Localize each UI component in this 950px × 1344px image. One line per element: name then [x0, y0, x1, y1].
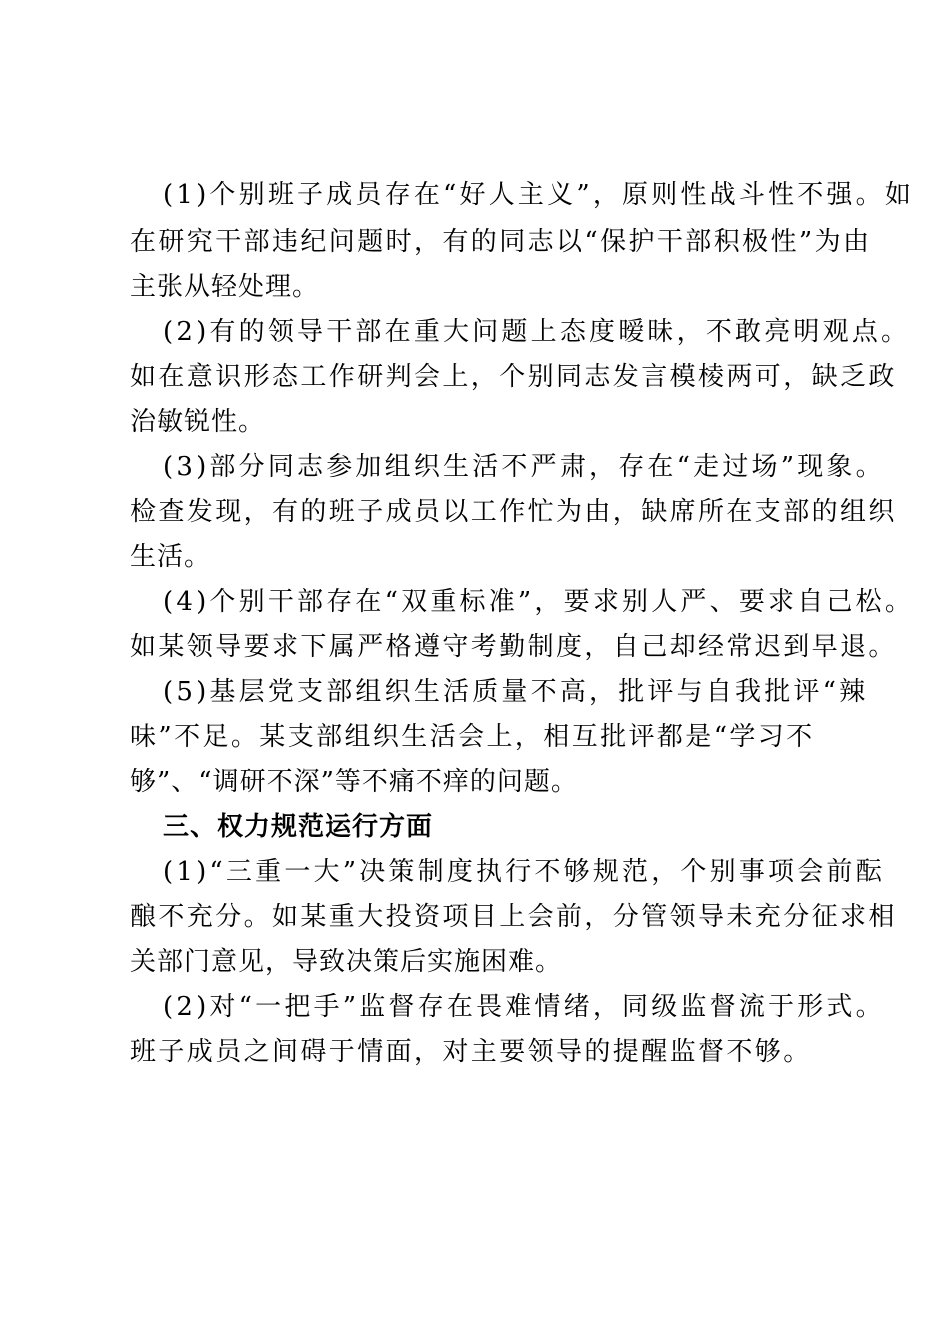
paragraph-3-line-2: 检查发现，有的班子成员以工作忙为由，缺席所在支部的组织	[130, 497, 897, 527]
paragraph-4-line-2: 如某领导要求下属严格遵守考勤制度，自己却经常迟到早退。	[130, 632, 897, 662]
paragraph-7-line-2: 班子成员之间碍于情面，对主要领导的提醒监督不够。	[130, 1037, 812, 1067]
paragraph-5-line-2: 味”不足。某支部组织生活会上，相互批评都是“学习不	[130, 722, 815, 752]
paragraph-5-line-3: 够”、“调研不深”等不痛不痒的问题。	[130, 767, 578, 797]
paragraph-6-line-1: (1)“三重一大”决策制度执行不够规范，个别事项会前酝	[163, 857, 885, 887]
paragraph-6-line-2: 酿不充分。如某重大投资项目上会前，分管领导未充分征求相	[130, 902, 897, 932]
paragraph-5-line-1: (5)基层党支部组织生活质量不高，批评与自我批评“辣	[163, 677, 869, 707]
paragraph-1-line-2: 在研究干部违纪问题时，有的同志以“保护干部积极性”为由	[130, 227, 872, 257]
paragraph-2-line-1: (2)有的领导干部在重大问题上态度暧昧，不敢亮明观点。	[163, 317, 911, 347]
paragraph-2-line-3: 治敏锐性。	[130, 407, 266, 437]
paragraph-1-line-1: (1)个别班子成员存在“好人主义”，原则性战斗性不强。如	[163, 180, 915, 210]
section-heading: 三、权力规范运行方面	[163, 812, 434, 842]
paragraph-6-line-3: 关部门意见，导致决策后实施困难。	[130, 947, 563, 977]
paragraph-3-line-1: (3)部分同志参加组织生活不严肃，存在“走过场”现象。	[163, 452, 885, 482]
paragraph-3-line-3: 生活。	[130, 542, 212, 572]
paragraph-4-line-1: (4)个别干部存在“双重标准”，要求别人严、要求自己松。	[163, 587, 915, 617]
paragraph-7-line-1: (2)对“一把手”监督存在畏难情绪，同级监督流于形式。	[163, 992, 885, 1022]
paragraph-2-line-2: 如在意识形态工作研判会上，个别同志发言模棱两可，缺乏政	[130, 362, 897, 392]
paragraph-1-line-3: 主张从轻处理。	[130, 272, 320, 302]
